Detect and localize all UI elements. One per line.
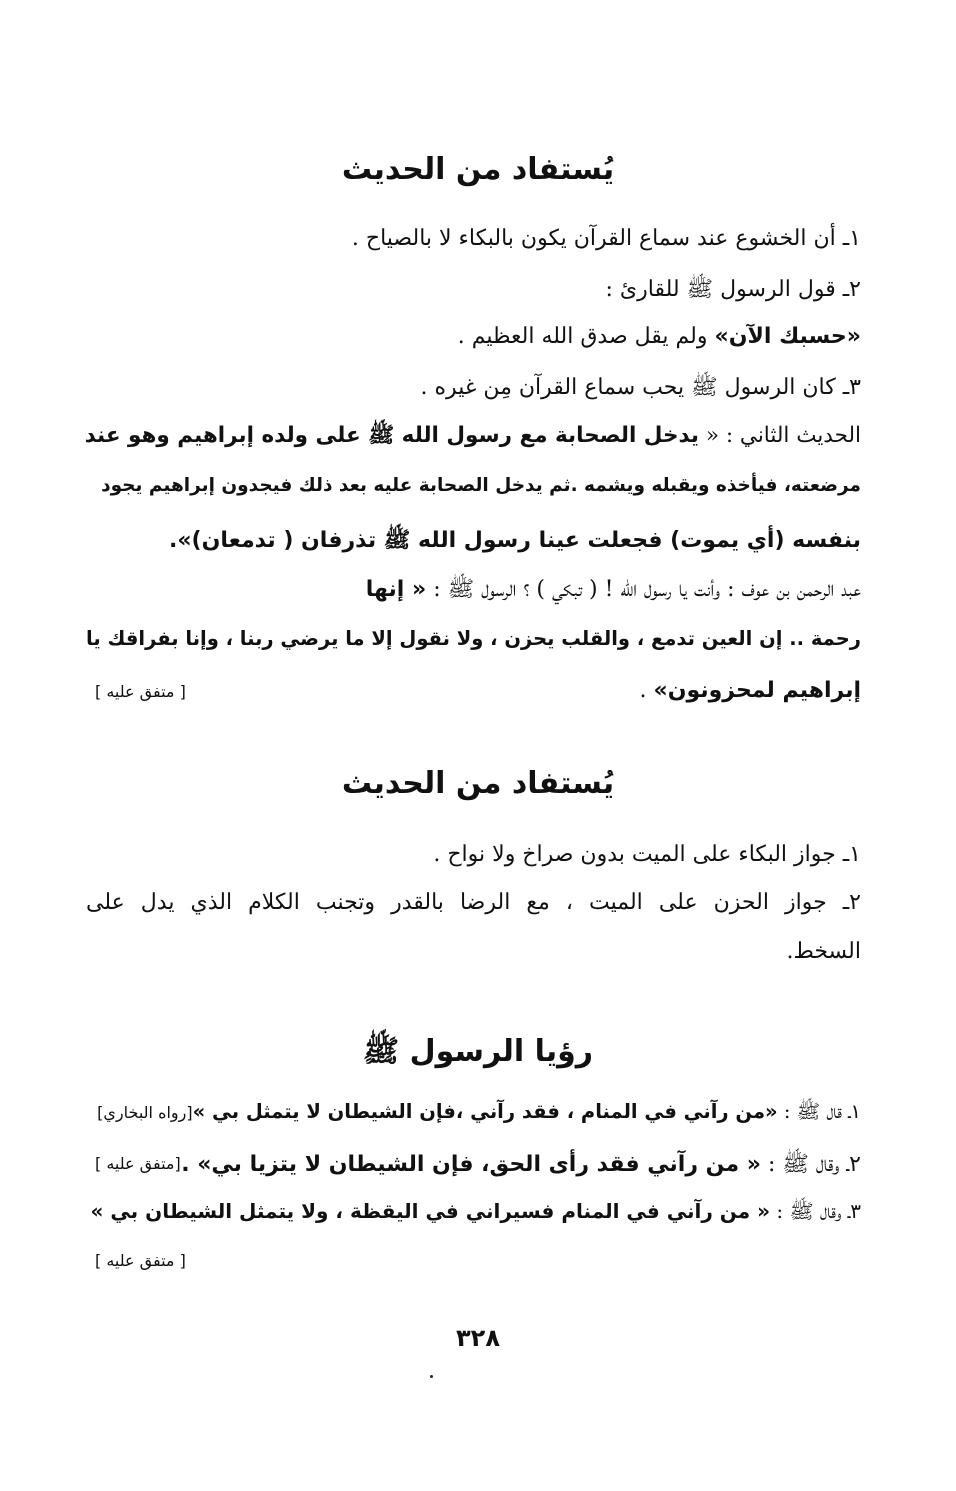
vision-item-3	[86, 1199, 861, 1228]
hadith-2-line-4	[86, 575, 861, 607]
hadith-2-line-3: بنفسه (أي يموت) فجعلت عينا رسول الله ﷺ تذرفان ( تدمعان)».	[168, 528, 861, 553]
lesson-1-3	[86, 324, 861, 349]
lesson-2-1: ١ـ جواز البكاء على الميت بدون صراخ ولا نواح .	[433, 842, 861, 867]
lesson-1-3-rest: ولم يقل صدق الله العظيم .	[457, 324, 715, 349]
hadith-2-intro: الحديث الثاني : «	[699, 423, 861, 448]
quote-hasbuka: «حسبك الآن»	[714, 324, 861, 349]
hadith-2-line-1	[86, 422, 861, 453]
lesson-1-2: ٢ـ قول الرسول ﷺ للقارئ :	[605, 277, 861, 302]
vision-item-3-intro: ٣ـ وقال ﷺ :	[770, 1199, 861, 1223]
hadith-2-answer-end: إبراهيم لمحزونون»	[653, 678, 861, 703]
vision-item-1-reference: [رواه البخاري]	[97, 1103, 193, 1122]
lesson-2-2: ٢ـ جواز الحزن على الميت ، مع الرضا بالقدر وتجنب الكلام الذي يدل على	[86, 890, 861, 915]
lesson-2-3: السخط.	[786, 939, 861, 964]
hadith-2-line-6	[86, 678, 861, 703]
vision-item-1-intro: ١ـ قال ﷺ :	[777, 1100, 861, 1123]
hadith-2-line-5: رحمة .. إن العين تدمع ، والقلب يحزن ، ولا نقول إلا ما يرضي ربنا ، وإنا بفراقك يا	[86, 627, 861, 650]
vision-item-2-reference: [متفق عليه ]	[95, 1154, 181, 1173]
section-heading-lessons-1: يُستفاد من الحديث	[341, 152, 615, 187]
section-heading-prophet-vision: رؤيا الرسول ﷺ	[362, 1034, 594, 1069]
page-number: ٣٢٨	[456, 1324, 500, 1352]
lesson-1-1: ١ـ أن الخشوع عند سماع القرآن يكون بالبكاء لا بالصياح .	[351, 226, 861, 251]
vision-item-3-quote: « من رآني في المنام فسيراني في اليقظة ، ولا يتمثل الشيطان بي »	[90, 1199, 771, 1223]
vision-item-2-intro: ٢ـ وقال ﷺ :	[760, 1152, 861, 1177]
hadith-2-dialogue: عبد الرحمن بن عوف : وأنت يا رسول الله ! ( تبكي ) ؟ الرسول ﷺ :	[426, 577, 861, 602]
print-speck	[430, 1375, 433, 1378]
vision-item-1-quote: «من رآني في المنام ، فقد رآني ،فإن الشيطان لا يتمثل بي »	[192, 1100, 778, 1123]
vision-item-3-reference: [ متفق عليه ]	[95, 1251, 186, 1270]
hadith-2-text-1: يدخل الصحابة مع رسول الله ﷺ على ولده إبراهيم وهو عند	[84, 423, 699, 448]
vision-item-2	[86, 1150, 861, 1182]
hadith-2-reference: [ متفق عليه ]	[95, 682, 186, 701]
vision-item-2-quote: « من رآني فقد رأى الحق، فإن الشيطان لا يتزيا بي» .	[181, 1152, 761, 1177]
vision-item-1	[86, 1100, 861, 1128]
section-heading-lessons-2: يُستفاد من الحديث	[341, 766, 615, 801]
hadith-2-line-2: مرضعته، فيأخذه ويقبله ويشمه .ثم يدخل الصحابة عليه بعد ذلك فيجدون إبراهيم يجود	[101, 475, 861, 496]
hadith-2-answer-start: « إنها	[365, 577, 427, 602]
hadith-2-end-punct: .	[639, 678, 654, 703]
lesson-1-4: ٣ـ كان الرسول ﷺ يحب سماع القرآن مِن غيره .	[420, 375, 861, 400]
